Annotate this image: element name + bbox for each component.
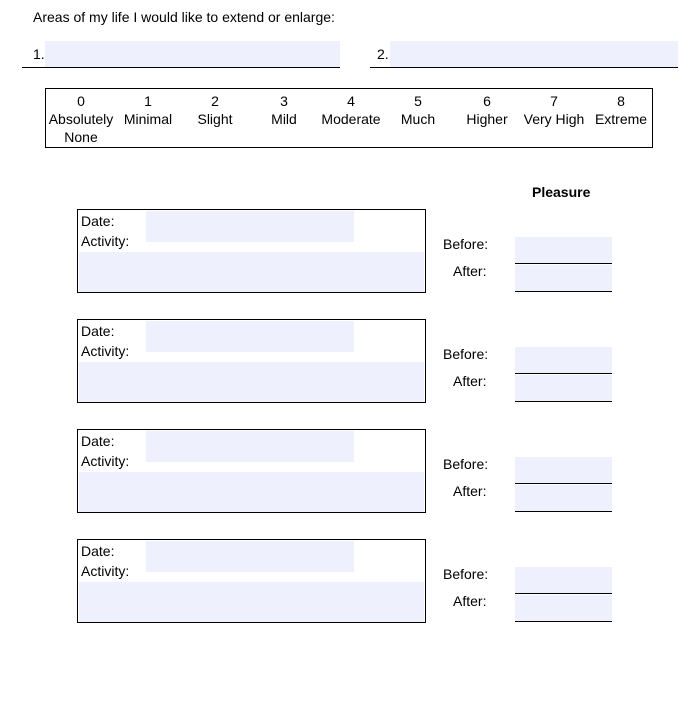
before-label: Before: xyxy=(443,346,489,362)
before-label: Before: xyxy=(443,566,489,582)
before-label: Before: xyxy=(443,456,489,472)
after-pleasure-field[interactable] xyxy=(515,595,612,621)
after-underline xyxy=(515,511,612,512)
scale-label: Absolutely None xyxy=(48,111,114,145)
before-underline xyxy=(515,263,612,264)
before-pleasure-field[interactable] xyxy=(515,567,612,593)
pleasure-column-header: Pleasure xyxy=(532,184,591,200)
activity-label: Activity: xyxy=(81,233,130,249)
scale-item-0 xyxy=(46,92,116,146)
activity-entry-3 xyxy=(77,429,426,513)
activity-entry-2 xyxy=(77,319,426,403)
date-field[interactable] xyxy=(146,431,354,462)
activity-label: Activity: xyxy=(81,453,130,469)
activity-label: Activity: xyxy=(81,563,130,579)
scale-item-1 xyxy=(119,92,177,128)
after-label: After: xyxy=(453,593,487,609)
rating-scale-legend xyxy=(45,88,653,148)
date-label: Date: xyxy=(81,543,115,559)
area-1-underline xyxy=(22,67,340,68)
scale-label: Mild xyxy=(271,111,297,127)
scale-label: Moderate xyxy=(321,111,381,127)
area-2-number: 2. xyxy=(377,46,389,62)
scale-value: 8 xyxy=(617,93,625,109)
before-underline xyxy=(515,593,612,594)
scale-label: Extreme xyxy=(594,111,648,127)
after-label: After: xyxy=(453,373,487,389)
scale-value: 4 xyxy=(347,93,355,109)
scale-item-3 xyxy=(254,92,314,128)
scale-label: Slight xyxy=(197,111,233,127)
scale-value: 0 xyxy=(77,93,85,109)
after-underline xyxy=(515,291,612,292)
scale-value: 3 xyxy=(280,93,288,109)
before-underline xyxy=(515,483,612,484)
area-2-underline xyxy=(370,67,678,68)
intro-text: Areas of my life I would like to extend or enlarge: xyxy=(33,9,335,25)
before-pleasure-field[interactable] xyxy=(515,457,612,483)
after-pleasure-field[interactable] xyxy=(515,485,612,511)
after-pleasure-field[interactable] xyxy=(515,375,612,401)
scale-label: Much xyxy=(400,111,436,127)
activity-field[interactable] xyxy=(79,582,424,622)
scale-value: 2 xyxy=(211,93,219,109)
date-label: Date: xyxy=(81,433,115,449)
scale-item-5 xyxy=(392,92,444,128)
scale-label: Higher xyxy=(466,111,508,127)
area-2-field[interactable] xyxy=(390,41,678,67)
before-pleasure-field[interactable] xyxy=(515,237,612,263)
scale-label: Very High xyxy=(523,111,585,127)
scale-label: Minimal xyxy=(123,111,173,127)
scale-value: 7 xyxy=(550,93,558,109)
scale-item-6 xyxy=(458,92,516,128)
scale-item-4 xyxy=(316,92,386,128)
after-underline xyxy=(515,401,612,402)
after-label: After: xyxy=(453,263,487,279)
before-pleasure-field[interactable] xyxy=(515,347,612,373)
date-label: Date: xyxy=(81,323,115,339)
scale-value: 5 xyxy=(414,93,422,109)
after-underline xyxy=(515,621,612,622)
activity-label: Activity: xyxy=(81,343,130,359)
date-field[interactable] xyxy=(146,541,354,572)
activity-entry-4 xyxy=(77,539,426,623)
before-label: Before: xyxy=(443,236,489,252)
area-1-field[interactable] xyxy=(45,41,340,67)
scale-item-7 xyxy=(518,92,590,128)
scale-item-8 xyxy=(590,92,652,128)
after-label: After: xyxy=(453,483,487,499)
area-1-number: 1. xyxy=(33,46,45,62)
scale-value: 6 xyxy=(483,93,491,109)
scale-value: 1 xyxy=(144,93,152,109)
activity-field[interactable] xyxy=(79,472,424,512)
activity-entry-1 xyxy=(77,209,426,293)
date-field[interactable] xyxy=(146,321,354,352)
date-label: Date: xyxy=(81,213,115,229)
before-underline xyxy=(515,373,612,374)
scale-item-2 xyxy=(184,92,246,128)
activity-field[interactable] xyxy=(79,362,424,402)
activity-field[interactable] xyxy=(79,252,424,292)
date-field[interactable] xyxy=(146,211,354,242)
after-pleasure-field[interactable] xyxy=(515,265,612,291)
